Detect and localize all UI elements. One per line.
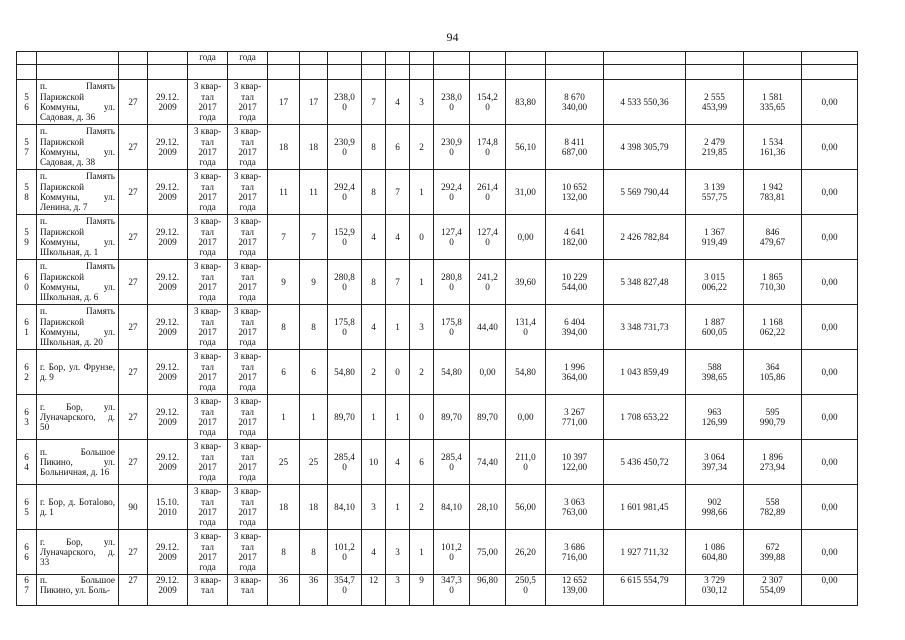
actual-quarter-cell: 3 квар- тал 2017 года xyxy=(228,170,268,215)
fund-cell: 4 398 305,79 xyxy=(604,125,686,170)
area-cell: 230,9 0 xyxy=(328,125,362,170)
doc-number-cell: 27 xyxy=(119,170,148,215)
planned-quarter-cell: 3 квар- тал 2017 года xyxy=(188,125,228,170)
area-a-cell: 89,70 xyxy=(470,395,506,440)
area-cell: 238,0 0 xyxy=(328,80,362,125)
date-cell: 29.12. 2009 xyxy=(148,530,188,575)
date-cell: 29.12. 2009 xyxy=(148,125,188,170)
resettled-cell: 8 xyxy=(300,305,328,350)
doc-number-cell: 90 xyxy=(119,485,148,530)
local-budget-cell: 1 865 710,30 xyxy=(744,260,802,305)
region-budget-cell: 588 398,65 xyxy=(686,350,744,395)
fund-cell: 1 043 859,49 xyxy=(604,350,686,395)
planned-quarter-cell: 3 квар- тал xyxy=(188,575,228,606)
date-cell: 15.10. 2010 xyxy=(148,485,188,530)
residents-cell: 8 xyxy=(268,530,300,575)
table-row xyxy=(17,350,858,395)
cost-cell: 6 404 394,00 xyxy=(546,305,604,350)
area-a-cell: 154,2 0 xyxy=(470,80,506,125)
row-number: 6 5 xyxy=(17,485,37,530)
date-cell: 29.12. 2009 xyxy=(148,350,188,395)
address-cell: г. Бор, ул. Луначарского, д. 33 xyxy=(37,530,119,575)
region-budget-cell: 1 086 604,80 xyxy=(686,530,744,575)
resettled-cell: 25 xyxy=(300,440,328,485)
area-total-cell: 127,4 0 xyxy=(434,215,470,260)
date-cell: 29.12. 2009 xyxy=(148,395,188,440)
local-budget-cell: 672 399,88 xyxy=(744,530,802,575)
rooms-cell: 2 xyxy=(362,350,386,395)
rooms-cell: 8 xyxy=(362,170,386,215)
area-cell: 89,70 xyxy=(328,395,362,440)
area-cell: 280,8 0 xyxy=(328,260,362,305)
table-row xyxy=(17,305,858,350)
actual-quarter-cell: 3 квар- тал 2017 года xyxy=(228,530,268,575)
area-total-cell: 54,80 xyxy=(434,350,470,395)
rooms-a-cell: 4 xyxy=(386,80,410,125)
rooms-a-cell: 1 xyxy=(386,485,410,530)
area-total-cell: 292,4 0 xyxy=(434,170,470,215)
rooms-b-cell: 2 xyxy=(410,125,434,170)
area-a-cell: 44,40 xyxy=(470,305,506,350)
residents-cell: 17 xyxy=(268,80,300,125)
area-cell: 175,8 0 xyxy=(328,305,362,350)
region-budget-cell: 3 139 557,75 xyxy=(686,170,744,215)
rooms-b-cell: 0 xyxy=(410,215,434,260)
table-row xyxy=(17,80,858,125)
area-total-cell: 101,2 0 xyxy=(434,530,470,575)
area-a-cell: 174,8 0 xyxy=(470,125,506,170)
rooms-cell: 12 xyxy=(362,575,386,606)
local-budget-cell: 1 581 335,65 xyxy=(744,80,802,125)
row-number: 6 1 xyxy=(17,305,37,350)
actual-quarter-cell: 3 квар- тал 2017 года xyxy=(228,80,268,125)
area-total-cell: 285,4 0 xyxy=(434,440,470,485)
actual-quarter-cell: 3 квар- тал 2017 года xyxy=(228,305,268,350)
local-budget-cell: 1 168 062,22 xyxy=(744,305,802,350)
fund-cell: 1 601 981,45 xyxy=(604,485,686,530)
rooms-cell: 1 xyxy=(362,395,386,440)
area-a-cell: 96,80 xyxy=(470,575,506,606)
rooms-cell: 4 xyxy=(362,215,386,260)
rooms-b-cell: 2 xyxy=(410,350,434,395)
extra-cell: 0,00 xyxy=(802,260,858,305)
actual-quarter-cell: 3 квар- тал 2017 года xyxy=(228,440,268,485)
local-budget-cell: 2 307 554,09 xyxy=(744,575,802,606)
fund-cell: 5 569 790,44 xyxy=(604,170,686,215)
fund-cell: 6 615 554,79 xyxy=(604,575,686,606)
area-cell: 101,2 0 xyxy=(328,530,362,575)
row-number: 6 3 xyxy=(17,395,37,440)
extra-cell: 0,00 xyxy=(802,80,858,125)
actual-quarter-cell: 3 квар- тал 2017 года xyxy=(228,215,268,260)
date-cell: 29.12. 2009 xyxy=(148,260,188,305)
area-total-cell: 84,10 xyxy=(434,485,470,530)
cost-cell: 1 996 364,00 xyxy=(546,350,604,395)
extra-cell: 0,00 xyxy=(802,395,858,440)
address-cell: г. Бор, д. Ботalово, д. 1 xyxy=(37,485,119,530)
doc-number-cell: 27 xyxy=(119,305,148,350)
cost-cell: 8 411 687,00 xyxy=(546,125,604,170)
area-a-cell: 75,00 xyxy=(470,530,506,575)
area-b-cell: 31,00 xyxy=(506,170,546,215)
doc-number-cell: 27 xyxy=(119,440,148,485)
area-cell: 292,4 0 xyxy=(328,170,362,215)
area-b-cell: 56,10 xyxy=(506,125,546,170)
actual-quarter-cell: 3 квар- тал 2017 года xyxy=(228,395,268,440)
region-budget-cell: 3 064 397,34 xyxy=(686,440,744,485)
area-a-cell: 28,10 xyxy=(470,485,506,530)
doc-number-cell: 27 xyxy=(119,575,148,606)
rooms-a-cell: 0 xyxy=(386,350,410,395)
planned-quarter-cell: 3 квар- тал 2017 года xyxy=(188,440,228,485)
row-number: 6 4 xyxy=(17,440,37,485)
fund-cell: 5 348 827,48 xyxy=(604,260,686,305)
rooms-cell: 10 xyxy=(362,440,386,485)
area-a-cell: 127,4 0 xyxy=(470,215,506,260)
extra-cell: 0,00 xyxy=(802,485,858,530)
rooms-b-cell: 1 xyxy=(410,260,434,305)
address-cell: п. Память Парижской Коммуны, ул. Школьная, д. 6 xyxy=(37,260,119,305)
residents-cell: 6 xyxy=(268,350,300,395)
local-budget-cell: 364 105,86 xyxy=(744,350,802,395)
table-row xyxy=(17,485,858,530)
local-budget-cell: 558 782,89 xyxy=(744,485,802,530)
date-cell: 29.12. 2009 xyxy=(148,170,188,215)
doc-number-cell: 27 xyxy=(119,80,148,125)
extra-cell: 0,00 xyxy=(802,170,858,215)
area-cell: 354,7 0 xyxy=(328,575,362,606)
cost-cell: 8 670 340,00 xyxy=(546,80,604,125)
region-budget-cell: 2 555 453,99 xyxy=(686,80,744,125)
table-row xyxy=(17,395,858,440)
doc-number-cell: 27 xyxy=(119,260,148,305)
area-total-cell: 230,9 0 xyxy=(434,125,470,170)
rooms-b-cell: 3 xyxy=(410,305,434,350)
rooms-cell: 8 xyxy=(362,125,386,170)
housing-registry-table xyxy=(16,51,858,606)
region-budget-cell: 902 998,66 xyxy=(686,485,744,530)
rooms-cell: 4 xyxy=(362,530,386,575)
row-number: 5 8 xyxy=(17,170,37,215)
resettled-cell: 8 xyxy=(300,530,328,575)
rooms-a-cell: 1 xyxy=(386,305,410,350)
column-number-row xyxy=(17,65,858,80)
area-total-cell: 89,70 xyxy=(434,395,470,440)
rooms-b-cell: 1 xyxy=(410,170,434,215)
area-total-cell: 238,0 0 xyxy=(434,80,470,125)
fund-cell: 1 708 653,22 xyxy=(604,395,686,440)
region-budget-cell: 1 887 600,05 xyxy=(686,305,744,350)
local-budget-cell: 1 534 161,36 xyxy=(744,125,802,170)
planned-quarter-cell: 3 квар- тал 2017 года xyxy=(188,350,228,395)
doc-number-cell: 27 xyxy=(119,215,148,260)
rooms-cell: 7 xyxy=(362,80,386,125)
cost-cell: 3 686 716,00 xyxy=(546,530,604,575)
planned-quarter-cell: 3 квар- тал 2017 года xyxy=(188,530,228,575)
area-cell: 152,9 0 xyxy=(328,215,362,260)
area-a-cell: 261,4 0 xyxy=(470,170,506,215)
resettled-cell: 7 xyxy=(300,215,328,260)
resettled-cell: 11 xyxy=(300,170,328,215)
area-cell: 84,10 xyxy=(328,485,362,530)
cost-cell: 10 229 544,00 xyxy=(546,260,604,305)
date-cell: 29.12. 2009 xyxy=(148,80,188,125)
residents-cell: 7 xyxy=(268,215,300,260)
address-cell: п. Большое Пикино, ул. Больничная, д. 16 xyxy=(37,440,119,485)
area-a-cell: 241,2 0 xyxy=(470,260,506,305)
extra-cell: 0,00 xyxy=(802,530,858,575)
rooms-cell: 8 xyxy=(362,260,386,305)
planned-quarter-cell: 3 квар- тал 2017 года xyxy=(188,485,228,530)
row-number: 6 7 xyxy=(17,575,37,606)
page-number: 94 xyxy=(446,30,459,44)
actual-quarter-cell: 3 квар- тал xyxy=(228,575,268,606)
address-cell: п. Память Парижской Коммуны, ул. Школьная, д. 1 xyxy=(37,215,119,260)
residents-cell: 9 xyxy=(268,260,300,305)
resettled-cell: 1 xyxy=(300,395,328,440)
area-total-cell: 175,8 0 xyxy=(434,305,470,350)
table-row xyxy=(17,575,858,606)
resettled-cell: 17 xyxy=(300,80,328,125)
rooms-a-cell: 6 xyxy=(386,125,410,170)
rooms-a-cell: 1 xyxy=(386,395,410,440)
row-number: 6 6 xyxy=(17,530,37,575)
cost-cell: 4 641 182,00 xyxy=(546,215,604,260)
actual-quarter-cell: 3 квар- тал 2017 года xyxy=(228,125,268,170)
actual-quarter-cell: 3 квар- тал 2017 года xyxy=(228,260,268,305)
rooms-b-cell: 6 xyxy=(410,440,434,485)
resettled-cell: 6 xyxy=(300,350,328,395)
planned-quarter-cell: 3 квар- тал 2017 года xyxy=(188,395,228,440)
date-cell: 29.12. 2009 xyxy=(148,305,188,350)
region-budget-cell: 3 015 006,22 xyxy=(686,260,744,305)
doc-number-cell: 27 xyxy=(119,350,148,395)
rooms-a-cell: 3 xyxy=(386,575,410,606)
doc-number-cell: 27 xyxy=(119,125,148,170)
extra-cell: 0,00 xyxy=(802,305,858,350)
doc-number-cell: 27 xyxy=(119,530,148,575)
header-fragment-row xyxy=(17,52,858,65)
residents-cell: 8 xyxy=(268,305,300,350)
table-row xyxy=(17,125,858,170)
cost-cell: 10 397 122,00 xyxy=(546,440,604,485)
residents-cell: 18 xyxy=(268,125,300,170)
region-budget-cell: 963 126,99 xyxy=(686,395,744,440)
extra-cell: 0,00 xyxy=(802,215,858,260)
rooms-b-cell: 0 xyxy=(410,395,434,440)
planned-quarter-cell: 3 квар- тал 2017 года xyxy=(188,215,228,260)
area-b-cell: 131,4 0 xyxy=(506,305,546,350)
residents-cell: 25 xyxy=(268,440,300,485)
address-cell: п. Память Парижской Коммуны, ул. Ленина, д. 7 xyxy=(37,170,119,215)
rooms-cell: 4 xyxy=(362,305,386,350)
area-total-cell: 347,3 0 xyxy=(434,575,470,606)
planned-quarter-cell: 3 квар- тал 2017 года xyxy=(188,80,228,125)
cost-cell: 12 652 139,00 xyxy=(546,575,604,606)
region-budget-cell: 2 479 219,85 xyxy=(686,125,744,170)
row-number: 5 9 xyxy=(17,215,37,260)
address-cell: п. Память Парижской Коммуны, ул. Школьная, д. 20 xyxy=(37,305,119,350)
resettled-cell: 18 xyxy=(300,485,328,530)
actual-quarter-cell: 3 квар- тал 2017 года xyxy=(228,485,268,530)
resettled-cell: 18 xyxy=(300,125,328,170)
rooms-b-cell: 9 xyxy=(410,575,434,606)
actual-quarter-cell: 3 квар- тал 2017 года xyxy=(228,350,268,395)
extra-cell: 0,00 xyxy=(802,440,858,485)
header-fragment: года xyxy=(228,52,268,65)
extra-cell: 0,00 xyxy=(802,125,858,170)
cost-cell: 3 063 763,00 xyxy=(546,485,604,530)
fund-cell: 5 436 450,72 xyxy=(604,440,686,485)
area-b-cell: 0,00 xyxy=(506,395,546,440)
rooms-b-cell: 1 xyxy=(410,530,434,575)
row-number: 5 7 xyxy=(17,125,37,170)
area-cell: 285,4 0 xyxy=(328,440,362,485)
local-budget-cell: 1 896 273,94 xyxy=(744,440,802,485)
resettled-cell: 36 xyxy=(300,575,328,606)
doc-number-cell: 27 xyxy=(119,395,148,440)
address-cell: г. Бор, ул. Фрунзе, д. 9 xyxy=(37,350,119,395)
residents-cell: 18 xyxy=(268,485,300,530)
area-total-cell: 280,8 0 xyxy=(434,260,470,305)
cost-cell: 3 267 771,00 xyxy=(546,395,604,440)
row-number: 5 6 xyxy=(17,80,37,125)
address-cell: п. Большое Пикино, ул. Боль- xyxy=(37,575,119,606)
area-a-cell: 0,00 xyxy=(470,350,506,395)
resettled-cell: 9 xyxy=(300,260,328,305)
header-fragment: года xyxy=(188,52,228,65)
region-budget-cell: 1 367 919,49 xyxy=(686,215,744,260)
planned-quarter-cell: 3 квар- тал 2017 года xyxy=(188,305,228,350)
table-row xyxy=(17,440,858,485)
table-row xyxy=(17,530,858,575)
area-b-cell: 26,20 xyxy=(506,530,546,575)
area-b-cell: 56,00 xyxy=(506,485,546,530)
fund-cell: 3 348 731,73 xyxy=(604,305,686,350)
local-budget-cell: 1 942 783,81 xyxy=(744,170,802,215)
extra-cell: 0,00 xyxy=(802,350,858,395)
rooms-cell: 3 xyxy=(362,485,386,530)
area-b-cell: 0,00 xyxy=(506,215,546,260)
row-number: 6 2 xyxy=(17,350,37,395)
area-b-cell: 211,0 0 xyxy=(506,440,546,485)
address-cell: п. Память Парижской Коммуны, ул. Садовая, д. 36 xyxy=(37,80,119,125)
area-b-cell: 39,60 xyxy=(506,260,546,305)
area-b-cell: 83,80 xyxy=(506,80,546,125)
fund-cell: 2 426 782,84 xyxy=(604,215,686,260)
fund-cell: 4 533 550,36 xyxy=(604,80,686,125)
area-b-cell: 54,80 xyxy=(506,350,546,395)
date-cell: 29.12. 2009 xyxy=(148,215,188,260)
extra-cell: 0,00 xyxy=(802,575,858,606)
residents-cell: 11 xyxy=(268,170,300,215)
planned-quarter-cell: 3 квар- тал 2017 года xyxy=(188,260,228,305)
date-cell: 29.12. 2009 xyxy=(148,440,188,485)
planned-quarter-cell: 3 квар- тал 2017 года xyxy=(188,170,228,215)
area-cell: 54,80 xyxy=(328,350,362,395)
cost-cell: 10 652 132,00 xyxy=(546,170,604,215)
rooms-b-cell: 2 xyxy=(410,485,434,530)
rooms-a-cell: 7 xyxy=(386,170,410,215)
table-row xyxy=(17,215,858,260)
rooms-a-cell: 4 xyxy=(386,215,410,260)
table-row xyxy=(17,170,858,215)
local-budget-cell: 595 990,79 xyxy=(744,395,802,440)
rooms-b-cell: 3 xyxy=(410,80,434,125)
date-cell: 29.12. 2009 xyxy=(148,575,188,606)
rooms-a-cell: 7 xyxy=(386,260,410,305)
residents-cell: 1 xyxy=(268,395,300,440)
area-a-cell: 74,40 xyxy=(470,440,506,485)
region-budget-cell: 3 729 030,12 xyxy=(686,575,744,606)
fund-cell: 1 927 711,32 xyxy=(604,530,686,575)
row-number: 6 0 xyxy=(17,260,37,305)
residents-cell: 36 xyxy=(268,575,300,606)
address-cell: г. Бор, ул. Луначарского, д. 50 xyxy=(37,395,119,440)
local-budget-cell: 846 479,67 xyxy=(744,215,802,260)
area-b-cell: 250,5 0 xyxy=(506,575,546,606)
rooms-a-cell: 4 xyxy=(386,440,410,485)
table-row xyxy=(17,260,858,305)
rooms-a-cell: 3 xyxy=(386,530,410,575)
address-cell: п. Память Парижской Коммуны, ул. Садовая, д. 38 xyxy=(37,125,119,170)
